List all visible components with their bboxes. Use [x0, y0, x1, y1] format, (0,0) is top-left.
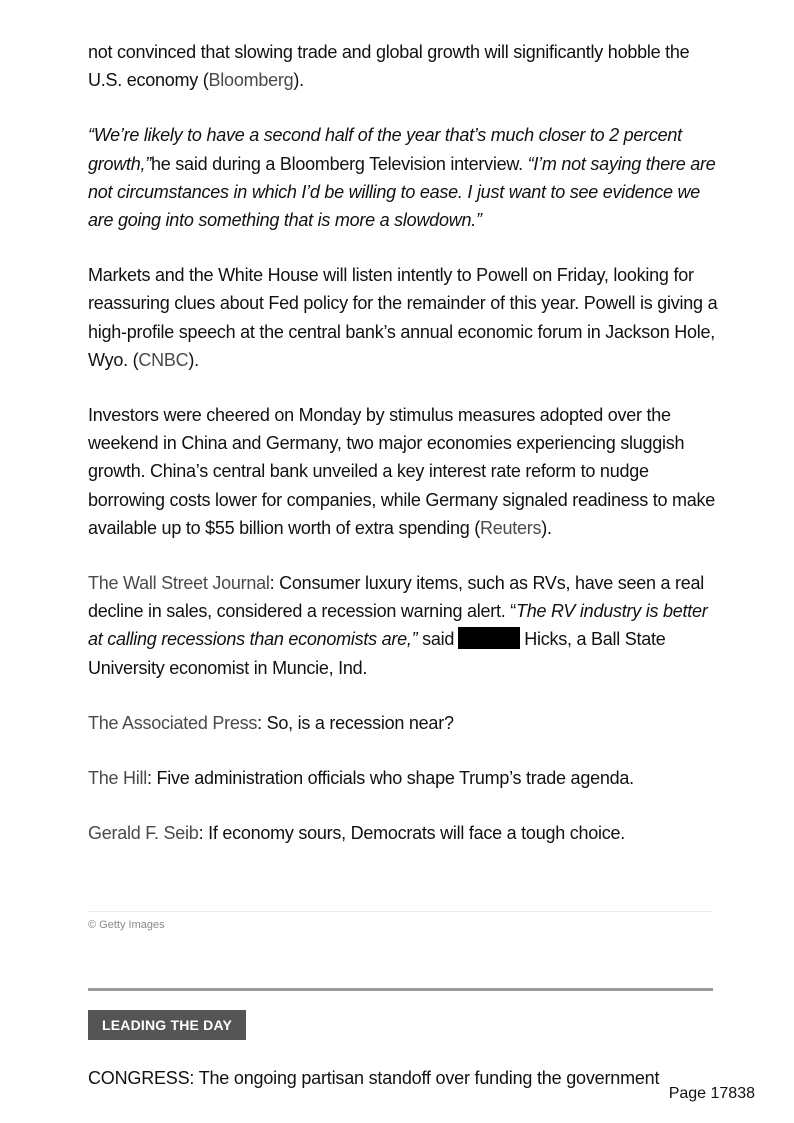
source-link-wsj[interactable]: The Wall Street Journal — [88, 573, 270, 594]
source-link-the-hill[interactable]: The Hill — [88, 768, 148, 789]
paragraph-cnbc — [88, 261, 718, 374]
paragraph-ap — [88, 709, 718, 737]
page-number: Page 17838 — [668, 1085, 755, 1102]
paragraph-bloomberg — [88, 38, 718, 94]
image-credit: © Getty Images — [88, 919, 165, 931]
quote-text: “We’re likely to have a second half of the year that’s much closer to 2 percent growth,” — [88, 125, 682, 174]
section-label: LEADING THE DAY — [88, 1010, 246, 1040]
source-link-ap[interactable]: The Associated Press — [88, 712, 258, 733]
paragraph-quote — [88, 121, 718, 234]
redaction-box — [458, 627, 520, 649]
paragraph-text: : So, is a recession near? — [257, 712, 454, 733]
paragraph-text: Investors were cheered on Monday by stimulus measures adopted over the weekend in China and Germany, two major economies experiencing sluggish growth. China’s central bank unveiled a key interest rate reform to nudge borrowing costs lower for companies, while Germany signaled readiness to make available up to $55 billion worth of extra spending ( — [88, 405, 716, 538]
source-link-seib[interactable]: Gerald F. Seib — [88, 823, 199, 844]
paragraph-reuters — [88, 401, 718, 542]
credit-divider — [88, 911, 713, 912]
source-link-cnbc[interactable]: CNBC — [138, 349, 189, 370]
paragraph-text: ). — [293, 70, 304, 91]
cut-off-text-line — [88, 1068, 660, 1088]
paragraph-text: Hicks, a Ball State University economist in Muncie, Ind. — [88, 629, 666, 678]
paragraph-text: said — [417, 629, 455, 650]
paragraph-seib — [88, 819, 718, 847]
paragraph-text: Markets and the White House will listen intently to Powell on Friday, looking for reassuring clues about Fed policy for the remainder of this year. Powell is giving a high-profile speech at the central bank’s annual economic forum in Jackson Hole, Wyo. ( — [88, 265, 718, 370]
paragraph-text: ). — [541, 517, 552, 538]
paragraph-text: he said during a Bloomberg Television interview. — [151, 153, 528, 174]
source-link-bloomberg[interactable]: Bloomberg — [208, 70, 294, 91]
paragraph-text: not convinced that slowing trade and global growth will significantly hobble the U.S. economy ( — [88, 42, 690, 91]
source-link-reuters[interactable]: Reuters — [480, 517, 542, 538]
paragraph-text: : Consumer luxury items, such as RVs, have seen a real decline in sales, considered a recession warning alert. “ — [88, 573, 705, 622]
quote-text: “I’m not saying there are not circumstances in which I’d be willing to ease. I just want to see evidence we are going into something that is more a slowdown.” — [88, 153, 716, 231]
paragraph-text: : If economy sours, Democrats will face a tough choice. — [198, 823, 626, 844]
paragraph-hill — [88, 764, 718, 792]
section-divider — [88, 988, 713, 991]
cut-off-text: CONGRESS: The ongoing partisan standoff over funding the government — [88, 1068, 660, 1088]
paragraph-text: : Five administration officials who shape Trump’s trade agenda. — [147, 768, 634, 789]
paragraph-text: ). — [188, 349, 199, 370]
paragraph-wsj — [88, 569, 718, 682]
article-body — [88, 38, 718, 874]
quote-text: The RV industry is better at calling recessions than economists are,” — [88, 601, 708, 650]
